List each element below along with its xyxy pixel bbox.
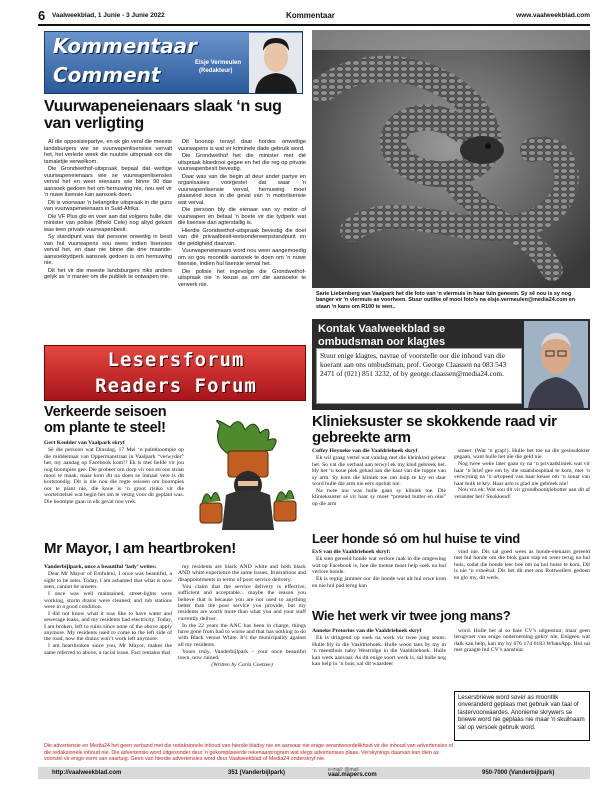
- ombudsman-photo: [524, 321, 588, 408]
- forum-title-1: Lesersforum: [107, 349, 245, 371]
- forum-title-2: Readers Forum: [95, 375, 257, 397]
- editorial-paragraph: Die Grondwethof-uitspraak bepaal dat wettige vuurwapeneienaars wie se vuurwapenlisensies verval het en weer eienaars wie binne 90 dae aansoek gedoen het om hernuwing nie, nou wel vir ‘n nuwe lisensie kan aansoek doen.: [44, 166, 172, 198]
- ombudsman-title-1: Kontak Vaalweekblad se: [318, 323, 446, 335]
- editorial-paragraph: Die polisie het ingevolge die Grondwethof-uitspraak nie ‘n keuse as om die aansoeke te verwerk nie.: [178, 268, 306, 288]
- editorial-paragraph: Die VF Plus glo en voer aan dat volgens hulle, die minister van polisie (Bheki Cele) nog altyd gekant was teen private vuurwapenbesit.: [44, 213, 172, 233]
- page-header: [38, 8, 590, 24]
- editorial-paragraph: Dit boonop terwyl daar hordes onwettige vuurwapens is wat vir kriminele dade gebruik word.: [178, 139, 306, 152]
- letter-4-headline: Leer honde só om hul huise te vind: [312, 531, 520, 546]
- letter-4-column-2: [454, 549, 590, 582]
- letter-1-byline: Gert Keulder van Vaalpark skryf: [44, 440, 125, 446]
- letter-paragraph: Ek is regtig jammer oor die honde wat uit hul erwe kom en nie hul pad terug kan: [312, 576, 446, 589]
- letter-paragraph: Ek wil graag vertel wat vandag met die kleinkind gebeur het. So vat die verhaal aan terwyl ek my kind gebreek het. Hy het ‘n koue plek gehad aan die kant van die toppie van sy arm. Sy kom die kliniek toe om hulp te kry en daar word hulle die arm nie eers opsluit nie.: [312, 455, 446, 488]
- cartoon-thief-with-plants: [190, 415, 306, 530]
- ombudsman-body: Stuur enige klagtes, navrae of voorstelle oor die inhoud van die koerant aan ons ombudsman, prof. George Claassen na 083 543 2471 of (021) 851 3232, of by george.claassen@media24.com.: [320, 351, 507, 378]
- editorial-column-2: [178, 139, 306, 289]
- header-rule: [38, 24, 590, 26]
- letter-2-column-1: [44, 564, 172, 657]
- letter-paragraph: my residents are black AND white and both black AND white experience the same issues, frustrations and disappointments in terms of poor service delivery.: [178, 564, 306, 583]
- letter-2-signoff: (Written by Carla Coetzee): [211, 662, 273, 669]
- banner-title-1: Kommentaar: [53, 34, 198, 58]
- letter-paragraph: Dear Mr Mayor of Emfuleni, I once was beautiful, a sight to be seen. Today, I am ashamed that what is now seen, cannot be unseen.: [44, 571, 172, 591]
- editorial-paragraph: Dit is voorwaar ‘n belangrike uitspraak in die guns van vuurwapeneienaars in Suid-Afrika.: [44, 199, 172, 212]
- letter-3-column-2: [454, 448, 590, 501]
- footer-bar: [38, 767, 590, 779]
- letter-3-headline: Klinieksuster se skokkende raad vir gebreekte arm: [312, 413, 557, 446]
- footer-left-url[interactable]: http://vaalweekblad.com: [52, 770, 122, 776]
- letter-paragraph: Yours truly, Vanderbijlpark - your once beautiful town, now ruined.: [178, 648, 306, 662]
- letter-paragraph: I am heartbroken since you, Mr Mayor, makes the same referred to above, a racial issue. Fact remains that: [44, 643, 172, 656]
- letter-paragraph: smeer. (Wat ‘n grap!). Hulle het toe na die gesinsdokter gegaan, want hulle het nie die geld nie.: [454, 448, 590, 461]
- letter-3-byline: Coffey Heyneke van die Vaaldriehoek skryf: [312, 448, 418, 454]
- letters-policy-box: [454, 691, 590, 741]
- reader-photo: [312, 30, 590, 288]
- letter-2-byline: Vanderbijlpark, once a beautiful ‘lady’ writes:: [44, 564, 157, 570]
- editorial-paragraph: Hierdie Grondwethof-uitspraak bevestig die doel van dié privaatbesit-wetsonderwerpstandpunt en die geldigheid daarvan.: [178, 227, 306, 247]
- editorial-paragraph: Vuurwapeneienaars word nou weer aangemoedig om so gou moontlik aansoek te doen om ‘n nuwe lisensie, indien hul lisensie verval het.: [178, 248, 306, 267]
- advertising-disclaimer: [44, 743, 456, 765]
- letter-5-column-2: [454, 628, 590, 654]
- readers-forum-banner: [44, 345, 306, 401]
- letter-paragraph: I once was well maintained, street-lights were working, storm drains were cleaned, and rub stations were in a good condition.: [44, 591, 172, 610]
- footer-center-url[interactable]: vaal.mapers.com: [328, 772, 377, 778]
- section-name: Kommentaar: [286, 11, 335, 20]
- footer-phone-left: 351 (Vanderbijlpark): [228, 770, 286, 776]
- letter-paragraph: Ek sien gereeld honde wat verlore raak in die omgewing wat op Facebook is, hoe die mense moet help soek na hul verlore honde.: [312, 556, 446, 576]
- letter-paragraph: Na twee uur was hulle gaan sy kliniek toe. Die klinieksuster sê vir haar sy moet “pretend butter en olie” op die arm: [312, 487, 446, 507]
- caption-text: Sarie Liebenberg van Vaalpark het die foto van ‘n vlermuis in haar tuin geneem. Sy sê nou is sy nog banger vir ‘n vlermuis as voorheen. Stuur outlike of mooi foto’s na elsje.vermeulen@media24.com en staan ‘n kans om R100 te wen..: [316, 291, 576, 310]
- footer-center-brand: e-mail: @mail: [328, 767, 359, 773]
- column-banner: [44, 31, 303, 94]
- footer-phone-right: 950-7000 (Vanderbijlpark): [482, 770, 555, 776]
- page-number: 6: [38, 8, 46, 23]
- letter-paragraph: vind nie. Dis sal goed wees as honde-eienaars gereeld met hul honde om die blok gaan stap en weer terug na hul huis, sodat die honde leer hoe om na hul huise te kom. Dit is nie ‘n vroeëral. Dis het dit met ons Rottweilers gedoen en glo my, dit werk.: [454, 549, 590, 581]
- letter-paragraph: I did not know what it was like to have water and sewerage leaks, and my residents had electricity. Today, I am broken, left to ruins since none of the above apply anymore. My residents used to come to the left side of the road, now the drains won’t work left anymore.: [44, 610, 172, 643]
- editorial-paragraph: Daar was van die begin af deur ander partye en organisasies voorgestel dat waar ‘n vuurwapenlisensie verval, hernuwing moet plaasvind soos in die geval van ‘n motorlisensie wat verval.: [178, 173, 306, 206]
- letter-paragraph: word. Hulle het al so baie CV’s uitgestuur, maar geen terugvoer van enige onderneming gekry nie. Enigeen wat dalk kan help, kan my by 076 174 6183 WhatsApp. Hul sal met graagte hul CV’s aanstuur.: [454, 628, 590, 654]
- letter-1-body: [44, 440, 184, 506]
- editorial-headline: Vuurwapeneienaars slaak ‘n sug van verligting: [44, 98, 282, 132]
- editorial-paragraph: AI die opposisiepartye, en ek glo veral die meeste landsburgers wie se vuurwapenlisensies vervalt het, het verlede week die nuutste uitspraak oor die tamaletjie verwelkom.: [44, 139, 172, 165]
- editorial-paragraph: Die persoon bly die eienaar van sy motor of vuurwapen en betaal ‘n boete vir die tydperk wat die lisensie dan agterstallig is.: [178, 207, 306, 226]
- letter-4-column-1: [312, 549, 446, 589]
- letter-paragraph: Sê die persoon wat Dinsdag, 17 Mei ‘n palmboompie op die middelman van Oppermanstraat in Vaalpark “verwyder” het, my aandag op Facebook kom!? Ek is met liefde vir jou nog boompies gee. Die probeer om dorp vir ons en ons straat mooi te maak, maar kom dit na doen se inmaal vere is dit kortstondig. Dit is nie nou die regte seisoen om boompies oor te plant nie, die koue is ‘n groot risiko vir die wortelstelsel wat begin het om te vestig voor dit geplant was. Die boompie gaan in elk geval nou vrek.: [44, 447, 184, 505]
- letter-paragraph: Ek is dringend op soek na werk vir twee jong seuns. Hulle bly in die Vaaldriehoek. Hulle woon tans by my in ‘n meenthuis naby Westridge in die Vaaldriehoek. Hulle kan werk aanvaar. As dit enige soort werk is, sal hulle nog kan help in ‘n huis, sal dit waardeer: [312, 635, 446, 668]
- ombudsman-text-box: [316, 348, 522, 404]
- editorial-paragraph: Dit het vir die meeste landsburgers niks anders gelyk as ‘n manier om die publiek te ontwapen nie.: [44, 267, 172, 280]
- reader-photo-caption: [312, 290, 590, 314]
- letter-4-byline: EvS van die Vaaldriehoek skryf:: [312, 549, 391, 555]
- letter-paragraph: You claim that the service delivery is effective, sufficient and acceptable... maybe the reason you believe that is because you are not used to anything better than the poor service you provide, but my residents are worth more than what you and your staff currently deliver.: [178, 583, 306, 622]
- letter-1-headline: Verkeerde seisoen om plante te steel!: [44, 404, 167, 436]
- banner-title-2: Comment: [53, 63, 161, 87]
- editorial-paragraph: Die Grondwethof het die minister met dié uitspraak bloedrooi gegee en het die reg op private vuurwapenbesit bevestig.: [178, 153, 306, 172]
- author-photo: [249, 33, 302, 93]
- letter-5-headline: Wie het werk vir twee jong mans?: [312, 608, 511, 623]
- editorial-column-1: [44, 139, 172, 282]
- disclaimer-text: Die advertensie en Media24 het geen verband met die redaksionele inhoud van hierdie bladsy nie en aanvaar nie enige verantwoordelikheid vir die inhoud van advertensies of die redaksionele inhoud nie. Die advertensie word uitgesonder deur ‘n gekompliseerde rekenaarprogram wat slegs advertensies plaas. Verskynings daarvan kan dien as voorstel vir enige vorm van vaartuig. Geen van hierdie advertensies word deur Vaalweekblad of Media24 onderskryf nie.: [44, 743, 454, 763]
- letter-paragraph: In the 22 years the ANC has been in charge, things have gone from bad to worse and that has nothing to do with Black versus White. It’s the municipality against all my residents.: [178, 622, 306, 648]
- letter-2-headline: Mr Mayor, I am heartbroken!: [44, 540, 236, 557]
- letter-2-column-2: [178, 564, 306, 669]
- author-role: (Redakteur): [199, 68, 233, 74]
- ombudsman-title-2: ombudsman oor klagtes: [318, 336, 446, 348]
- letter-paragraph: Nog twee weke later gaan sy na ‘n privaatkliniek wat vir haar ‘n brief gee om by die staatshospitaal te kom, met ‘n verwysing na ‘n ortopeed van haar keuse om ‘n sonar van haar bulk te kry. Haar arm is glad nie gebreek nie!: [454, 461, 590, 487]
- letter-5-byline: Anneke Pretorius van die Vaaldriehoek skryf: [312, 628, 422, 634]
- editorial-paragraph: Sy standpunt was dat persone onwettig in besit van hul vuurwapens sou wees indien lisensies verval het, en daar nie binne die drie maande-aansoektydperk aansoek gedoen is om hernuwing nie.: [44, 234, 172, 266]
- letter-paragraph: Nou vra ek: Wat sou dit vir grondboontjiebotter aan dit af verander het? Skokkend!: [454, 487, 590, 500]
- letter-3-column-1: [312, 448, 446, 508]
- letter-5-column-1: [312, 628, 446, 668]
- publication-date: Vaalweekblad, 1 Junie - 3 Junie 2022: [52, 12, 165, 19]
- author-name: Elsje Vermeulen: [195, 60, 242, 66]
- letters-policy-text: Lesersbriewe word sover as moontlik onveranderd geplaas met gebruik van taal of lastervoorwaardes. Anonieme skrywers se briewe word nie geplaas nie maar ‘n skuilnaam sal op versoek gebruik word.: [458, 694, 585, 731]
- website-url[interactable]: www.vaalweekblad.com: [516, 12, 590, 19]
